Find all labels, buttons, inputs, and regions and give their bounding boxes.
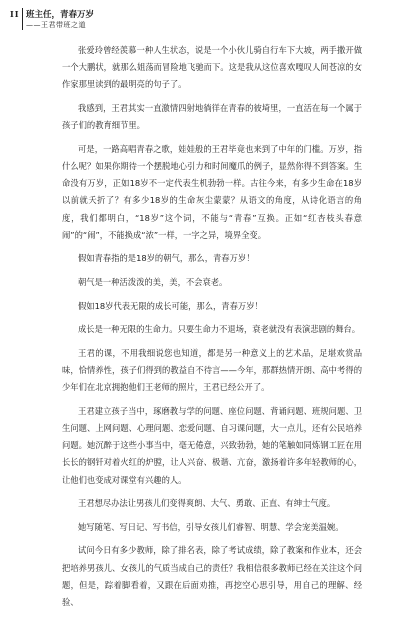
chapter-subtitle: ——王君带班之道: [26, 21, 86, 29]
paragraph: 张爱玲曾经羡慕一种人生状态，说是一个小伙儿骑自行车下大坡，两手撒开做一个大鹏状，就那么姐荡而冒险地飞驰而下。这是我从这位喜欢嘎叹人间苍凉的女作家那里读到的最明亮的句子了。: [62, 45, 362, 90]
paragraph: 可是，一路高唱青春之歌，娃娃般的王君毕竟也来到了中年的门槛。万岁，指什么呢？如果你期待一个摆脱地心引力和时间魔爪的例子，显然你得不到答案。生命没有万岁，正如18岁不一定代表生机勃勃一样。古往今来，有多少生命在18岁以前就夭折了？有多少18岁的生命灰尘蒙蒙？从语文的角度，从诗化语言的角度，我们都明白，“18岁”这个词，不能与“青春”互换。正如“红杏枝头春意闹”的“闹”，不能换成“浓”一样，一字之异，境界全变。: [62, 143, 362, 240]
chapter-title: 班主任，青春万岁: [26, 10, 95, 20]
paragraph: 试问今日有多少教师，除了排名表，除了考试成绩，除了教案和作业本，还会把培养男孩儿、女孩儿的气质当成自己的责任？我相信很多教师已经在关注这个问题，但是，踪着脚看着，又跟在后面劝推，再挖空心思引导，用自己的理解、经验、: [62, 545, 362, 607]
paragraph: 成长是一种无限的生命力。只要生命力不退场，衰老就没有表演悲剧的舞台。: [78, 324, 361, 335]
paragraph: 我感到，王君其实一直激情四射地徜徉在青春的彼埼里，一直活在每一个属于孩子们的教育细节里。: [62, 103, 362, 131]
running-header: [10, 8, 390, 42]
paragraph: 王君建立孩子当中，琢磨教与学的问题、座位问题、背诵问题、班规问题、卫生问题、上网问题、心理问题、恋爱问题、自习课问题，大一点儿，还有公民培养问题。她沉醉于这些小事当中，毫无倦意，兴致勃勃，她的笔触如同炼钢工匠在用长长的钢钎对着火红的炉膛，让人兴奋、极谐、亢奋，激扬着许多年轻教师的心，让他们也变成对课堂有兴趣的人。: [62, 405, 362, 485]
header-divider: [22, 8, 23, 30]
paragraph: 她写随笔、写日记、写书信，引导女孩儿们睿智、明慧、学会宠美温婉。: [78, 521, 344, 532]
page-number: II: [10, 9, 20, 19]
paragraph: 假如青春指的是18岁的朝气，那么，青春万岁！: [78, 253, 255, 264]
paragraph: 王君的课，不用我细说您也知道，都是另一种意义上的艺术品，足堪欢赏品味，恰情养性，孩子们得到的教益自不待言——今年，那群热情开朗、高中考得的少年们在北京拥抱他们王老师的照片，王君已经公开了。: [62, 347, 362, 393]
paragraph: 朝气是一种活泼泼的美，美，不会衰老。: [78, 277, 228, 287]
paragraph: 假如18岁代表无限的成长可能，那么，青春万岁！: [78, 300, 263, 311]
body-text: [62, 42, 362, 618]
paragraph: 王君想尽办法让男孩儿们变得爽朗、大气、勇敢、正直、有绅士气度。: [78, 498, 336, 509]
